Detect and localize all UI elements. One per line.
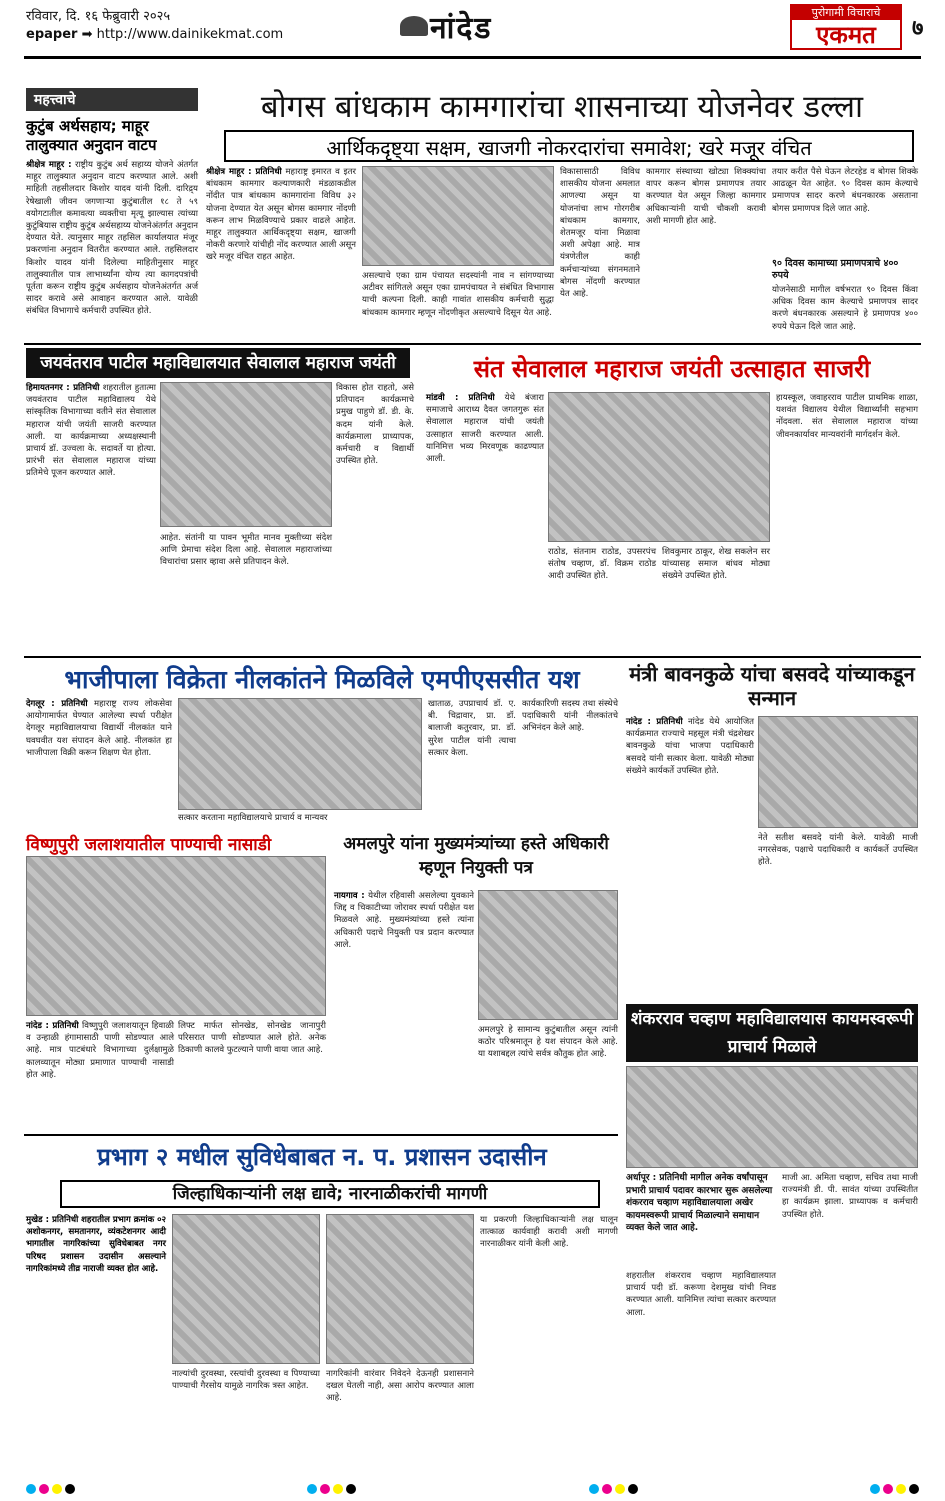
lead-col2: असल्याचे एका ग्राम पंचायत सदस्यांनी नाव न सांगण्याच्या अटीवर सांगितले असून एका ग्रामपंचायत ने संबंधित विभागास याची कल्पना दिली. काही गावांत शासकीय कर्मचारी सुद्धा बांधकाम कामगार म्हणून नोंदणीकृत असल्याचे दिसून येत आहे. — [362, 271, 554, 318]
brief-body: राष्ट्रीय कुटुंब अर्थ सहाय्य योजने अंतर्गत माहूर तालुक्यात अनुदान वाटप करण्यात आले. अशी माहिती तहसीलदार किशोर यादव यांनी दिली. दारिद्र्य रेषेखाली जीवन जगणाऱ्या कुटुंबातील १८ ते ५९ वयोगटातील कमावत्या व्यक्तीचा मृत्यू झाल्यास त्यांच्या कुटुंबियास राष्ट्रीय कुटुंब अर्थसहाय्य योजनेअंतर्गत अनुदान देण्यात येते. त्यानुसार माहूर तहसिल कार्यालयात मंजूर प्रकरणांना अनुदान वितरीत करण्यात आले. तहसिलदार किशोर यादव यांनी दिलेल्या माहितीनुसार माहूर तालुक्यातील पात्र लाभार्थ्यांना योग्य त्या कागदपत्रांची पूर्तता करून राष्ट्रीय कुटुंब अर्थसहाय योजनेअंतर्गत अर्ज सादर करावे असे आवाहन करण्यात आले. यावेळी संबंधित विभागाचे कर्मचारी उपस्थित होते. — [26, 160, 198, 317]
globe-icon: ➡ — [81, 27, 93, 42]
vishnupuri-text: विष्णुपुरी जलाशयातून हिवाळी व उन्हाळी हंगामासाठी पाणी सोडण्यात आले आहे. मात्र पाटबंधारे विभागाच्या दुर्लक्षामुळे कालव्यातून मोठ्या प्रमाणात पाण्याची नासाडी होत आहे. — [26, 1021, 175, 1080]
prabhag-subhead: जिल्हाधिकाऱ्यांनी लक्ष द्यावे; नारनाळीकरांची मागणी — [60, 1180, 600, 1208]
rule-1 — [24, 343, 921, 345]
vishnupuri-headline: विष्णुपुरी जलाशयातील पाण्याची नासाडी — [26, 835, 272, 855]
jayanti-right-text4: हायस्कूल, जवाहरराव पाटील प्राथमिक शाळा, यशवंत विद्यालय येथील विद्यार्थ्यांनी सहभाग नोंदवला. संत सेवालाल महाराज यांच्या जीवनकार्यावर मान्यवरांनी मार्गदर्शन केले. — [776, 393, 918, 440]
mpsc-text2: खाताळ, उपप्राचार्य डॉ. ए. बी. चिद्रावार, प्रा. डॉ. बालाजी कतुरवार, प्रा. डॉ. सुरेश पाटील यांनी त्याचा सत्कार केला. — [428, 699, 516, 758]
vishnupuri-dateline: नांदेड : प्रतिनिधी — [26, 1021, 79, 1031]
prabhag-photo-2 — [326, 1214, 474, 1364]
rule-3 — [24, 1134, 618, 1136]
logo-tagline: पुरोगामी विचाराचे — [792, 6, 900, 20]
shankarrao-text: शहरातील शंकरराव चव्हाण महाविद्यालयात प्राचार्य पदी डॉ. करूणा देशमुख यांची निवड करण्यात आली. यानिमित्त त्यांचा सत्कार करण्यात आला. — [626, 1271, 776, 1318]
mpsc-dateline: देगलूर : प्रतिनिधी — [26, 699, 88, 709]
amalpure-headline: अमलपुरे यांना मुख्यमंत्र्यांच्या हस्ते अधिकारी म्हणून नियुक्ती पत्र — [343, 834, 609, 878]
prabhag-photo-1 — [172, 1214, 320, 1364]
masthead-rule — [24, 56, 921, 59]
print-color-bar — [26, 1484, 919, 1494]
shankarrao-dateline: अर्धापूर : प्रतिनिधी — [626, 1173, 688, 1183]
lead-box-title: ९० दिवस कामाच्या प्रमाणपत्राचे ४०० रुपये — [772, 258, 899, 281]
jayanti-right-text3: शिवकुमार ठाकूर, शेख सकलेन सर यांच्यासह समाज बांधव मोठ्या संख्येने उपस्थित होते. — [662, 547, 770, 582]
shankarrao-text2: माजी आ. अमिता चव्हाण, सचिव तथा माजी राज्यमंत्री डी. पी. सावंत यांच्या उपस्थितीत हा कार्यक्रम झाला. प्राध्यापक व कर्मचारी उपस्थित होते. — [782, 1173, 918, 1220]
rule-2 — [24, 656, 921, 658]
lead-dateline: श्रीक्षेत्र माहूर : प्रतिनिधी — [206, 167, 282, 177]
jayanti-right-dateline: मांडवी : प्रतिनिधी — [426, 393, 495, 403]
lead-subhead: आर्थिकदृष्ट्या सक्षम, खाजगी नोकरदारांचा समावेश; खरे मजूर वंचित — [224, 130, 914, 162]
paper-logo — [790, 4, 902, 50]
jayanti-left-dateline: हिमायतनगर : प्रतिनिधी — [26, 383, 100, 393]
shankarrao-lead — [626, 1172, 776, 1235]
jayanti-left-text3: विकास होत राहतो, असे प्रतिपादन कार्यक्रमाचे प्रमुख पाहुणे डॉ. डी. के. कदम यांनी केले. कार्यक्रमाला प्राध्यापक, कर्मचारी व विद्यार्थी उपस्थित होते. — [336, 383, 414, 467]
prabhag-text2: नाल्यांची दुरवस्था, रस्त्यांची दुरवस्था व पिण्याच्या पाण्याची गैरसोय यामुळे नागरिक त्रस्त आहेत. — [172, 1369, 320, 1392]
jayanti-left-text: शहरातील हुतात्मा जयवंतराव पाटील महाविद्यालय येथे सांस्कृतिक विभागाच्या वतीने संत सेवालाल महाराज यांची जयंती साजरी करण्यात आली. या कार्यक्रमाच्या अध्यक्षस्थानी प्राचार्य डॉ. उज्वला के. सदावर्ते या होत्या. प्रारंभी संत सेवालाल महाराज यांच्या प्रतिमेचे पूजन करण्यात आले. — [26, 383, 157, 479]
mpsc-photo — [178, 698, 422, 810]
epaper-label: epaper — [26, 27, 78, 42]
minister-text: नांदेड येथे आयोजित कार्यक्रमात राज्याचे महसूल मंत्री चंद्रशेखर बावनकुळे यांचा भाजपा पदाधिकारी बसवदे यांनी सत्कार केला. यावेळी मोठ्या संख्येने कार्यकर्ते उपस्थित होते. — [626, 717, 755, 776]
jayanti-right-text2: राठोड, संतनाम राठोड, उपसरपंच संतोष चव्हाण, डॉ. विक्रम राठोड आदी उपस्थित होते. — [548, 547, 656, 582]
mpsc-headline: भाजीपाला विक्रेता नीलकांतने मिळविले एमपीएससीत यश — [64, 665, 580, 694]
shankarrao-headline: शंकरराव चव्हाण महाविद्यालयास कायमस्वरूपी प्राचार्य मिळाले — [626, 1004, 918, 1062]
shankarrao-lead-text: मागील अनेक वर्षांपासून प्रभारी प्राचार्य पदावर कारभार सुरू असलेल्या शंकरराव चव्हाण महाविद्यालयाला अखेर कायमस्वरूपी प्राचार्य मिळाल्याने समाधान व्यक्त केले जात आहे. — [626, 1173, 773, 1233]
lead-col5: तयार करीत पैसे घेऊन लेटरहेड व बोगस शिक्के आढळून येत आहेत. ९० दिवस काम केल्याचे प्रमाणपत्र सादर करणे बंधनकारक असताना बोगस प्रमाणपत्र दिले जात आहे. — [772, 167, 918, 214]
lead-col3: विकासासाठी विविध शासकीय योजना अमलात आणल्या असून या योजनांचा लाभ गोरगरीब बांधकाम कामगार, शेतमजूर यांना मिळावा अशी अपेक्षा आहे. मात्र यंत्रणेतील काही कर्मचाऱ्यांच्या संगनमताने बोगस नोंदणी करण्यात येत आहे. — [560, 167, 640, 300]
minister-dateline: नांदेड : प्रतिनिधी — [626, 717, 683, 727]
logo-name: एकमत — [816, 21, 876, 49]
brief-dateline: श्रीक्षेत्र माहूर : — [26, 160, 72, 170]
lead-col4: कामगार संस्थाच्या खोट्या शिक्क्यांचा वापर करून बोगस प्रमाणपत्र तयार करण्यात येत असून जिल्हा कामगार अधिकाऱ्यांनी याची चौकशी करावी अशी मागणी होत आहे. — [646, 167, 766, 226]
amalpure-dateline: नायगाव : — [334, 891, 365, 901]
emblem-icon — [400, 16, 428, 36]
lead-col1: महाराष्ट्र इमारत व इतर बांधकाम कामगार कल्याणकारी मंडळाकडील नोंदीत पात्र बांधकाम कामगारांना विविध ३२ योजना देण्यात येत असून बोगस कामगार नोंदणी करून लाभ मिळविण्याचे प्रकार वाढले आहेत. माहूर तालुक्यात आर्थिकदृष्ट्या सक्षम, खाजगी नोकरी करणारे यांचीही नोंद करण्यात आली असून खरे मजूर वंचित राहत आहेत. — [206, 167, 356, 263]
brief-label: महत्त्वाचे — [26, 88, 198, 111]
prabhag-headline: प्रभाग २ मधील सुविधेबाबत न. प. प्रशासन उदासीन — [97, 1143, 547, 1171]
prabhag-dateline: मुखेड : प्रतिनिधी — [26, 1215, 79, 1225]
lead-headline: बोगस बांधकाम कामगारांचा शासनाच्या योजनेवर डल्ला — [260, 89, 864, 125]
lead-box-text: योजनेसाठी मागील वर्षभरात ९० दिवस किंवा अधिक दिवस काम केल्याचे प्रमाणपत्र सादर करणे बंधनकारक असल्याने हे प्रमाणपत्र ४०० रुपये घेऊन दिले जात आहे. — [772, 285, 918, 332]
vishnupuri-photo — [26, 856, 326, 1016]
section-title: नांदेड — [430, 11, 493, 46]
brief-headline: कुटुंब अर्थसहाय; माहूर तालुक्यात अनुदान वाटप — [26, 117, 157, 154]
lead-photo — [362, 166, 554, 266]
jayanti-right-text: येथे बंजारा समाजाचे आराध्य दैवत जगतगुरू संत सेवालाल महाराज यांची जयंती उत्साहात साजरी करण्यात आली. यानिमित्त भव्य मिरवणूक काढण्यात आली. — [426, 393, 544, 465]
amalpure-text2: अमलपुरे हे सामान्य कुटुंबातील असून त्यांनी कठोर परिश्रमातून हे यश संपादन केले आहे. या यशाबद्दल त्यांचे सर्वत्र कौतुक होत आहे. — [478, 1025, 618, 1060]
minister-text2: नेते सतीश बसवदे यांनी केले. यावेळी माजी नगरसेवक, पक्षाचे पदाधिकारी व कार्यकर्ते उपस्थित होते. — [758, 833, 918, 868]
jayanti-left-text2: आहेत. संतांनी या पावन भूमीत मानव मुक्तीच्या संदेश आणि प्रेमाचा संदेश दिला आहे. सेवालाल महाराजांच्या विचारांचा प्रसार व्हावा असे प्रतिपादन केले. — [160, 533, 332, 568]
jayanti-right-photo — [548, 392, 770, 542]
page-number: ७ — [912, 16, 924, 41]
prabhag-text: शहरातील प्रभाग क्रमांक ०२ अशोकनगर, समतानगर, व्यंकटेशनगर आदी भागातील नागरिकांच्या सुविधेबाबत नगर परिषद प्रशासन उदासीन असल्याने नागरिकांमध्ये तीव्र नाराजी व्यक्त होत आहे. — [26, 1215, 167, 1274]
amalpure-photo — [478, 890, 618, 1020]
site-link[interactable]: http://www.dainikekmat.com — [96, 27, 284, 42]
amalpure-text: येथील रहिवासी असलेल्या युवकाने जिद्द व चिकाटीच्या जोरावर स्पर्धा परीक्षेत यश मिळवले आहे. मुख्यमंत्र्यांच्या हस्ते त्यांना अधिकारी पदाचे नियुक्ती पत्र प्रदान करण्यात आले. — [334, 891, 474, 950]
minister-photo — [758, 716, 918, 828]
masthead-left — [26, 8, 386, 44]
minister-headline: मंत्री बावनकुळे यांचा बसवदे यांच्याकडून सन्मान — [629, 662, 915, 710]
shankarrao-photo — [626, 1066, 918, 1168]
jayanti-left-photo — [160, 382, 332, 527]
mpsc-text: महाराष्ट्र राज्य लोकसेवा आयोगामार्फत घेण्यात आलेल्या स्पर्धा परीक्षेत देगलूर महाविद्यालयाचा विद्यार्थी नीलकांत याने घवघवीत यश संपादन केले आहे. नीलकांत हा भाजीपाला विक्री करून शिक्षण घेत होता. — [26, 699, 172, 758]
vishnupuri-text2: लिफ्ट मार्फत सोनखेड, सोनखेड जानापुरी परिसरात पाणी सोडण्यात आले होते. अनेक ठिकाणी कालवे फुटल्याने पाणी वाया जात आहे. — [178, 1021, 326, 1056]
jayanti-left-headline: जयवंतराव पाटील महाविद्यालयात सेवालाल महाराज जयंती — [26, 348, 410, 378]
mpsc-text3: कार्यकारिणी सदस्य तथा संस्थेचे पदाधिकारी यांनी नीलकांतचे अभिनंदन केले आहे. — [522, 699, 618, 734]
issue-date: रविवार, दि. १६ फेब्रुवारी २०२५ — [26, 9, 171, 24]
jayanti-right-headline: संत सेवालाल महाराज जयंती उत्साहात साजरी — [473, 355, 871, 383]
mpsc-caption: सत्कार करताना महाविद्यालयाचे प्राचार्य व मान्यवर — [178, 813, 328, 823]
prabhag-text3: नागरिकांनी वारंवार निवेदने देऊनही प्रशासनाने दखल घेतली नाही, असा आरोप करण्यात आला आहे. — [326, 1369, 474, 1404]
prabhag-text4: या प्रकरणी जिल्हाधिकाऱ्यांनी लक्ष घालून तात्काळ कार्यवाही करावी अशी मागणी नारनाळीकर यांनी केली आहे. — [480, 1215, 618, 1250]
